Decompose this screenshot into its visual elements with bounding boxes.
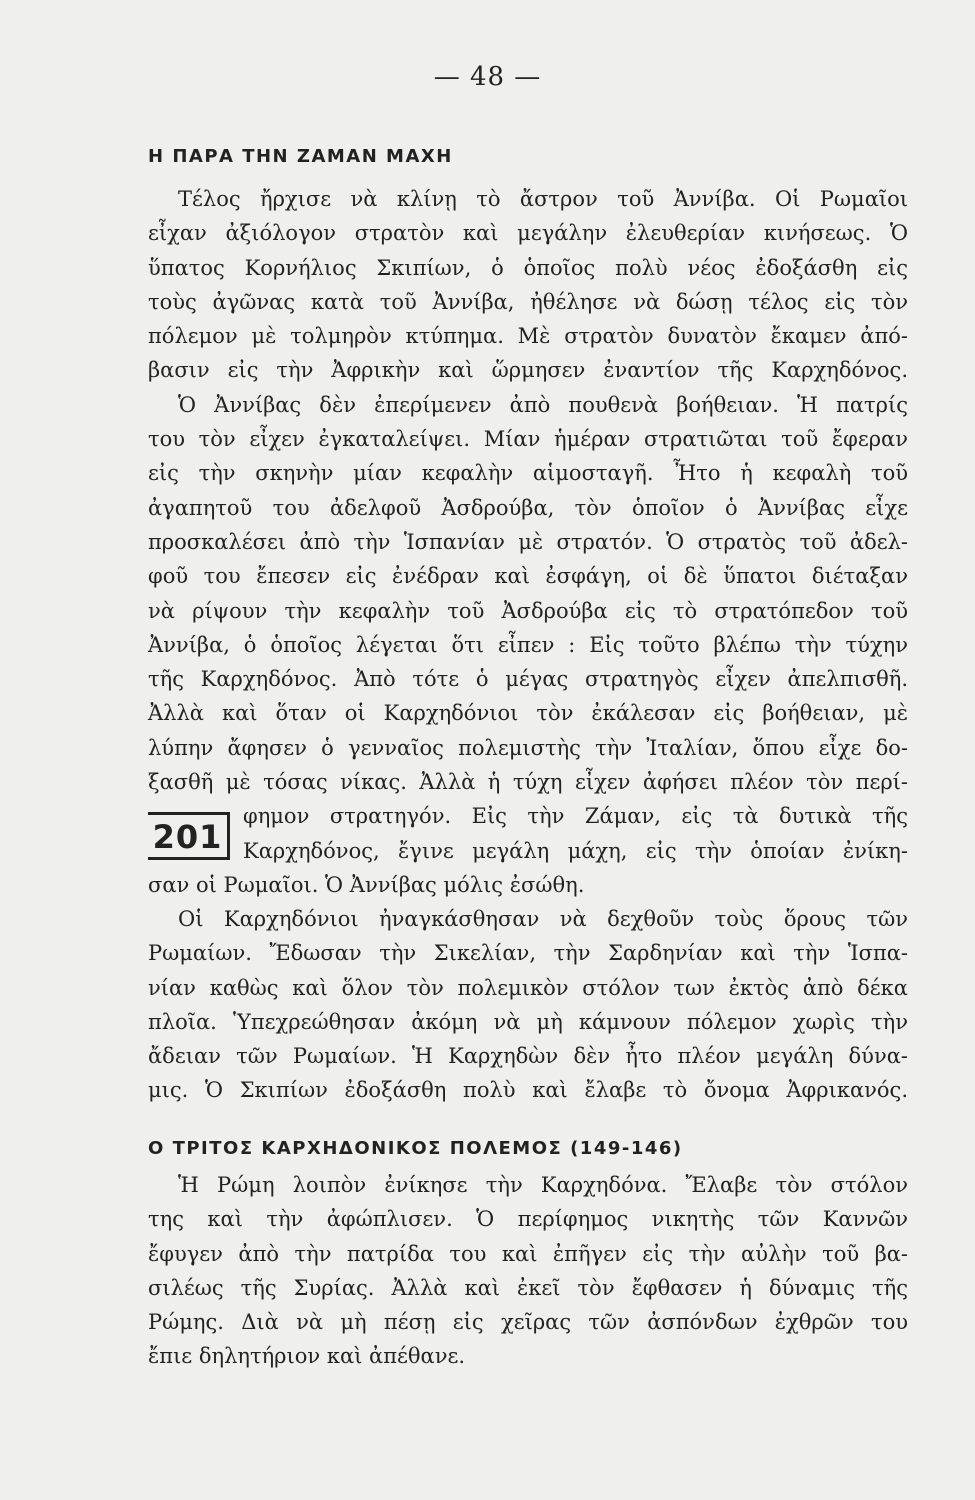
text-line: προσκαλέσει ἀπὸ τὴν Ἱσπανίαν μὲ στρατόν. Ὁ στρατὸς τοῦ ἀδελ- xyxy=(148,529,908,554)
paragraph-zama-battle xyxy=(148,182,908,902)
text-line: Ἀλλὰ καὶ ὅταν οἱ Καρχηδόνιοι τὸν ἐκάλεσαν εἰς βοήθειαν, μὲ xyxy=(148,701,908,726)
text-line: πλοῖα. Ὑπεχρεώθησαν ἀκόμη νὰ μὴ κάμνουν πόλεμον χωρὶς τὴν xyxy=(148,1009,908,1034)
margin-section-number: 201 xyxy=(148,812,230,860)
text-line: λύπην ἄφησεν ὁ γενναῖος πολεμιστὴς τὴν Ἰταλίαν, ὅπου εἶχε δο- xyxy=(148,735,908,760)
section-heading-third-punic-war: Ο ΤΡΙΤΟΣ ΚΑΡΧΗΔΟΝΙΚΟΣ ΠΟΛΕΜΟΣ (149-146) xyxy=(148,1138,683,1159)
text-line: τοὺς ἀγῶνας κατὰ τοῦ Ἀννίβα, ἠθέλησε νὰ δώσῃ τέλος εἰς τὸν xyxy=(148,289,908,314)
text-line: φημον στρατηγόν. Εἰς τὴν Ζάμαν, εἰς τὰ δυτικὰ τῆς xyxy=(243,804,908,829)
text-line: φοῦ του ἔπεσεν εἰς ἐνέδραν καὶ ἐσφάγη, οἱ δὲ ὕπατοι διέταξαν xyxy=(148,564,908,589)
text-line: Ρώμης. Διὰ νὰ μὴ πέσῃ εἰς χεῖρας τῶν ἀσπόνδων ἐχθρῶν του xyxy=(148,1310,908,1335)
paragraph-carthage-terms xyxy=(148,902,908,1108)
text-line: Ἡ Ρώμη λοιπὸν ἐνίκησε τὴν Καρχηδόνα. Ἔλαβε τὸν στόλον xyxy=(178,1173,908,1197)
text-line: νὰ ρίψουν τὴν κεφαλὴν τοῦ Ἀσδρούβα εἰς τὸ στρατόπεδον τοῦ xyxy=(148,598,908,623)
page-number: — 48 — xyxy=(433,62,542,92)
text-line: Ὁ Ἀννίβας δὲν ἐπερίμενεν ἀπὸ πουθενὰ βοήθειαν. Ἡ πατρίς xyxy=(178,392,908,417)
text-line: Καρχηδόνος, ἔγινε μεγάλη μάχη, εἰς τὴν ὁποίαν ἐνίκη- xyxy=(243,838,908,863)
section-heading-zama: Η ΠΑΡΑ ΤΗΝ ΖΑΜΑΝ ΜΑΧΗ xyxy=(148,146,453,167)
text-line: πόλεμον μὲ τολμηρὸν κτύπημα. Μὲ στρατὸν δυνατὸν ἔκαμεν ἀπό- xyxy=(148,324,908,349)
text-line: τῆς Καρχηδόνος. Ἀπὸ τότε ὁ μέγας στρατηγὸς εἶχεν ἀπελπισθῆ. xyxy=(148,667,908,692)
text-line: του τὸν εἶχεν ἐγκαταλείψει. Μίαν ἡμέραν στρατιῶται τοῦ ἔφεραν xyxy=(148,427,908,452)
text-line: της καὶ τὴν ἀφώπλισεν. Ὁ περίφημος νικητὴς τῶν Καννῶν xyxy=(148,1207,908,1232)
text-line: Ἀννίβα, ὁ ὁποῖος λέγεται ὅτι εἶπεν : Εἰς τοῦτο βλέπω τὴν τύχην xyxy=(148,632,908,657)
text-line: Ρωμαίων. Ἔδωσαν τὴν Σικελίαν, τὴν Σαρδηνίαν καὶ τὴν Ἱσπα- xyxy=(148,941,908,966)
text-line: εἶχαν ἀξιόλογον στρατὸν καὶ μεγάλην ἐλευθερίαν κινήσεως. Ὁ xyxy=(148,221,908,246)
text-line: μις. Ὁ Σκιπίων ἐδοξάσθη πολὺ καὶ ἔλαβε τὸ ὄνομα Ἀφρικανός. xyxy=(148,1078,908,1103)
text-line: ἔφυγεν ἀπὸ τὴν πατρίδα του καὶ ἐπῆγεν εἰς τὴν αὐλὴν τοῦ βα- xyxy=(148,1241,908,1266)
paragraph-third-punic-war xyxy=(148,1168,908,1374)
text-line: νίαν καθὼς καὶ ὅλον τὸν πολεμικὸν στόλον των ἐκτὸς ἀπὸ δέκα xyxy=(148,975,908,1000)
text-line: ἀγαπητοῦ του ἀδελφοῦ Ἀσδρούβα, τὸν ὁποῖον ὁ Ἀννίβας εἶχε xyxy=(148,495,908,520)
text-line: εἰς τὴν σκηνὴν μίαν κεφαλὴν αἱμοσταγῆ. Ἦτο ἡ κεφαλὴ τοῦ xyxy=(148,461,908,486)
text-line: ὕπατος Κορνήλιος Σκιπίων, ὁ ὁποῖος πολὺ νέος ἐδοξάσθη εἰς xyxy=(148,255,908,280)
text-line: Οἱ Καρχηδόνιοι ἠναγκάσθησαν νὰ δεχθοῦν τοὺς ὅρους τῶν xyxy=(178,907,908,931)
text-line: ἄδειαν τῶν Ρωμαίων. Ἡ Καρχηδὼν δὲν ἦτο πλέον μεγάλη δύνα- xyxy=(148,1044,908,1069)
text-line: σιλέως τῆς Συρίας. Ἀλλὰ καὶ ἐκεῖ τὸν ἔφθασεν ἡ δύναμις τῆς xyxy=(148,1275,908,1300)
text-line: βασιν εἰς τὴν Ἀφρικὴν καὶ ὥρμησεν ἐναντίον τῆς Καρχηδόνος. xyxy=(148,358,908,383)
text-line: σαν οἱ Ρωμαῖοι. Ὁ Ἀννίβας μόλις ἐσώθη. xyxy=(148,872,585,897)
text-line: ξασθῆ μὲ τόσας νίκας. Ἀλλὰ ἡ τύχη εἶχεν ἀφήσει πλέον τὸν περί- xyxy=(148,770,908,795)
text-line: ἔπιε δηλητήριον καὶ ἀπέθανε. xyxy=(148,1344,466,1369)
text-line: Τέλος ἤρχισε νὰ κλίνῃ τὸ ἄστρον τοῦ Ἀννίβα. Οἱ Ρωμαῖοι xyxy=(178,187,908,211)
